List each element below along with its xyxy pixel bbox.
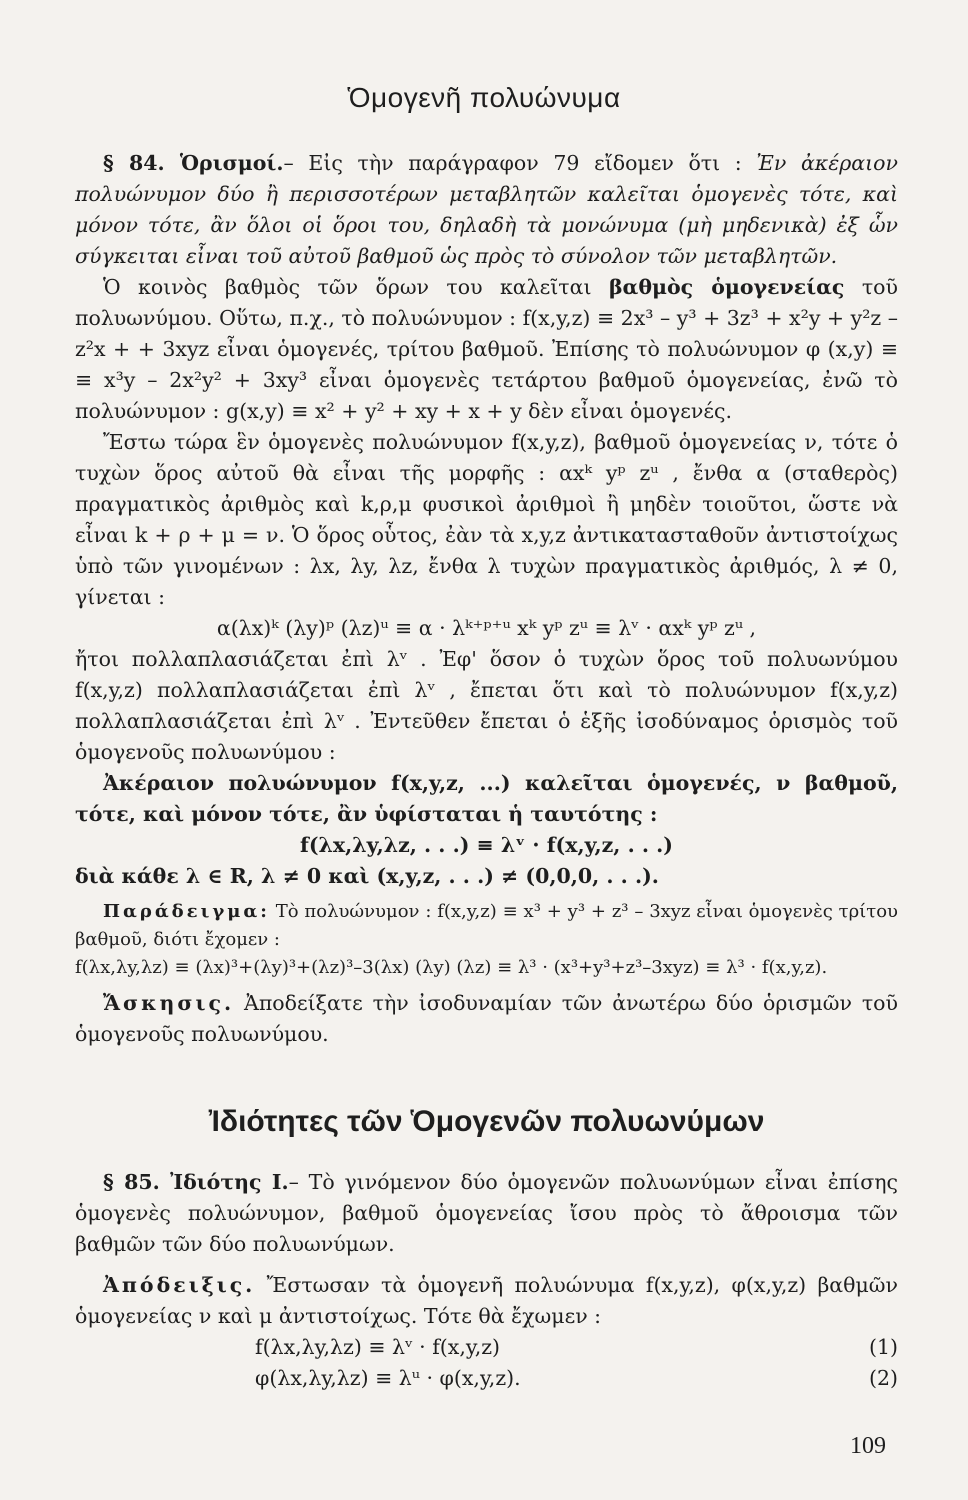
- equation-2: φ(λx,λy,λz) ≡ λᵘ · φ(x,y,z).: [255, 1366, 521, 1390]
- section-85: [75, 1105, 898, 1394]
- degree-paragraph: [75, 272, 898, 427]
- page-title: Ὁμογενῆ πολυώνυμα: [347, 82, 621, 113]
- definition-paragraph: [75, 148, 898, 272]
- example-equation: f(λx,λy,λz) ≡ (λx)³+(λy)³+(λz)³–3(λx) (λy) (λz) ≡ λ³ · (x³+y³+z³–3xyz) ≡ λ³ · f(x,y,z).: [75, 957, 828, 978]
- section-85-heading: § 85. Ἰδιότης I.: [103, 1170, 289, 1194]
- section-84: [75, 148, 898, 1050]
- equation-1: f(λx,λy,λz) ≡ λᵛ · f(x,y,z): [255, 1335, 501, 1359]
- exercise-paragraph: [75, 988, 898, 1050]
- example2-text: Τὸ πολυώνυμον : f(x,y,z) ≡ x³ + y³ + z³ – 3xyz εἶναι ὁμογενὲς τρίτου βαθμοῦ, διότι ἔχομεν :: [75, 901, 898, 950]
- page-number: 109: [850, 1433, 886, 1459]
- proof-label: Ἀπόδειξις.: [103, 1273, 256, 1297]
- example-text: Οὕτω, π.χ., τὸ πολυώνυμον : f(x,y,z) ≡ 2x³ – y³ + 3z³ + x²y + y²z – z²x + + 3xyz εἶναι ὁμογενές, τρίτου βαθμοῦ. Ἐπίσης τὸ πολυώνυμον φ (x,y) ≡ ≡ x³y – 2x²y² + 3xy³ εἶναι ὁμογενὲς τετάρτου βαθμοῦ ὁμογενείας, ἐνῶ τὸ πολυώνυμον : g(x,y) ≡ x² + y² + xy + x + y δὲν εἶναι ὁμογενές.: [75, 306, 898, 423]
- bold-definition: Ἀκέραιον πολυώνυμον f(x,y,z, ...) καλεῖται ὁμογενές, ν βαθμοῦ, τότε, καὶ μόνον τότε, ἂν ὑφίσταται ἡ ταυτότης :: [75, 771, 898, 826]
- general-term-paragraph: Ἔστω τώρα ἓν ὁμογενὲς πολυώνυμον f(x,y,z), βαθμοῦ ὁμογενείας ν, τότε ὁ τυχὼν ὅρος αὐτοῦ θὰ εἶναι τῆς μορφῆς : αxᵏ yᵖ zᵘ , ἔνθα α (σταθερὸς) πραγματικὸς ἀριθμὸς καὶ k,ρ,μ φυσικοὶ ἀριθμοὶ ἢ μηδὲν τοιοῦτοι, ὥστε νὰ εἶναι k + ρ + μ = ν. Ὁ ὅρος οὗτος, ἐὰν τὰ x,y,z ἀντικατασταθοῦν ἀντιστοίχως ὑπὸ τῶν γινομένων : λx, λy, λz, ἔνθα λ τυχὼν πραγματικὸς ἀριθμός, λ ≠ 0, γίνεται :: [75, 430, 898, 609]
- proof-paragraph: [75, 1270, 898, 1332]
- proof-text: Ἔστωσαν τὰ ὁμογενῆ πολυώνυμα f(x,y,z), φ(x,y,z) βαθμῶν ὁμογενείας ν καὶ μ ἀντιστοίχως. Τότε θὰ ἔχωμεν :: [75, 1273, 898, 1328]
- equation-2-row: [75, 1363, 898, 1394]
- section-84-heading: § 84. Ὁρισμοί.: [103, 151, 284, 175]
- definition-italic: Ἐν ἀκέραιον πολυώνυμον δύο ἢ περισσοτέρων μεταβλητῶν καλεῖται ὁμογενὲς τότε, καὶ μόνον τότε, ἂν ὅλοι οἱ ὅροι του, δηλαδὴ τὰ μονώνυμα (μὴ μηδενικὰ) ἐξ ὧν σύγκειται εἶναι τοῦ αὐτοῦ βαθμοῦ ὡς πρὸς τὸ σύνολον τῶν μεταβλητῶν.: [75, 151, 898, 268]
- section-title: Ἰδιότητες τῶν Ὁμογενῶν πολυωνύμων: [208, 1105, 765, 1138]
- intro-text: – Εἰς τὴν παράγραφον 79 εἴδομεν ὅτι :: [283, 151, 742, 175]
- example-label: Παράδειγμα:: [103, 901, 270, 922]
- equation-2-number: (2): [868, 1366, 898, 1390]
- equation-1-number: (1): [868, 1335, 898, 1359]
- general-equation: α(λx)ᵏ (λy)ᵖ (λz)ᵘ ≡ α · λᵏ⁺ᵖ⁺ᵘ xᵏ yᵖ zᵘ ≡ λᵛ · αxᵏ yᵖ zᵘ ,: [216, 616, 757, 640]
- bold-identity: f(λx,λy,λz, . . .) ≡ λᵛ · f(x,y,z, . . .): [300, 833, 673, 857]
- equation-1-row: [75, 1332, 898, 1363]
- bold-for-all: διὰ κάθε λ ∈ R, λ ≠ 0 καὶ (x,y,z, . . .) ≠ (0,0,0, . . .).: [75, 864, 659, 888]
- degree-pre: Ὁ κοινὸς βαθμὸς τῶν ὅρων του καλεῖται: [103, 275, 592, 299]
- degree-bold-term: βαθμὸς ὁμογενείας: [608, 275, 845, 299]
- example-paragraph: [75, 898, 898, 954]
- exercise-text: Ἀποδείξατε τὴν ἰσοδυναμίαν τῶν ἀνωτέρω δύο ὁρισμῶν τοῦ ὁμογενοῦς πολυωνύμου.: [75, 991, 898, 1046]
- degree-post: τοῦ πολυωνύμου.: [75, 275, 898, 330]
- exercise-label: Ἄσκησις.: [103, 991, 235, 1015]
- after-equation-paragraph: ἤτοι πολλαπλασιάζεται ἐπὶ λᵛ . Ἐφ' ὅσον ὁ τυχὼν ὅρος τοῦ πολυωνύμου f(x,y,z) πολλαπλασιάζεται ἐπὶ λᵛ , ἔπεται ὅτι καὶ τὸ πολυώνυμον f(x,y,z) πολλαπλασιάζεται ἐπὶ λᵛ . Ἐντεῦθεν ἔπεται ὁ ἑξῆς ἰσοδύναμος ὁρισμὸς τοῦ ὁμογενοῦς πολυωνύμου :: [75, 647, 898, 764]
- property-paragraph: [75, 1167, 898, 1260]
- property-statement: – Τὸ γινόμενον δύο ὁμογενῶν πολυωνύμων εἶναι ἐπίσης ὁμογενὲς πολυώνυμον, βαθμοῦ ὁμογενείας ἴσου πρὸς τὸ ἄθροισμα τῶν βαθμῶν τῶν δύο πολυωνύμων.: [75, 1170, 898, 1256]
